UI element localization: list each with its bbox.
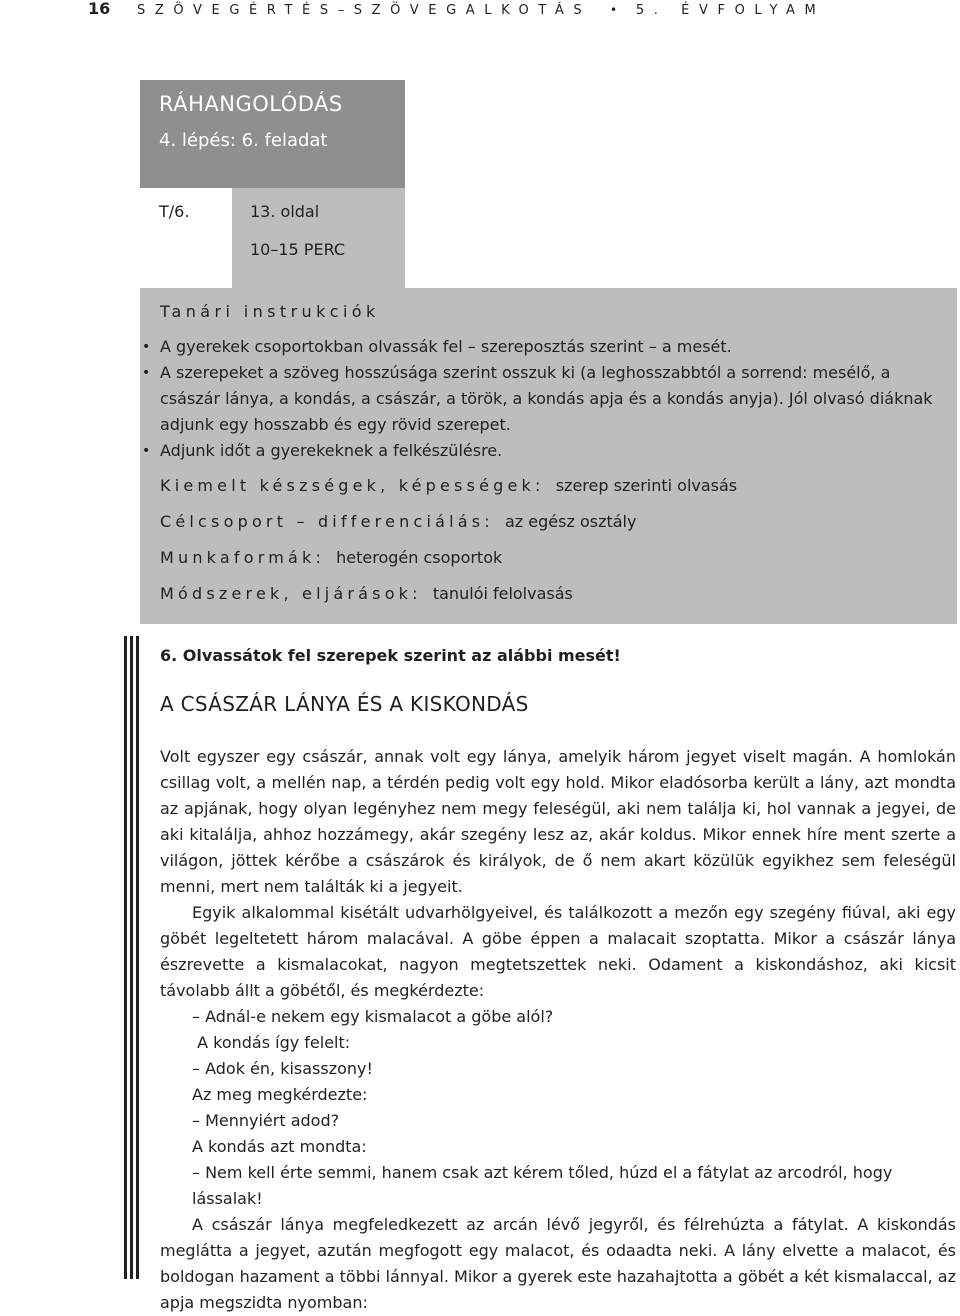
instructions-title: Tanári instrukciók [160,302,380,321]
work-form-value: heterogén csoportok [336,548,503,567]
method-row [160,584,573,603]
lesson-phase-title: RÁHANGOLÓDÁS [159,92,343,116]
lesson-code: T/6. [159,202,190,221]
lesson-page: 13. oldal [250,202,320,221]
header-bullet: • [609,3,618,17]
lesson-code-cell [140,188,232,288]
story-paragraph: Egyik alkalommal kisétált udvarhölgyeivel, és találkozott a mezőn egy szegény fiúval, aki egy göbét legeltetett három malacával. A göbe éppen a malacait szoptatta. Mikor a császár lánya észrevette a kismalacokat, nagyon megtetszettek neki. Odament a kiskondáshoz, aki kicsit távolabb állt a göbétől, és megkérdezte: [160,903,956,1000]
dialogue-line: – Nem kell érte semmi, hanem csak azt kérem tőled, húzd el a fátylat az arcodról, hogy lássalak! [192,1163,893,1208]
method-value: tanulói felolvasás [432,584,573,603]
skills-row [160,476,737,495]
bullet: • [142,339,151,355]
stripe [136,636,139,1279]
lesson-step: 4. lépés: 6. feladat [159,130,328,151]
method-label: Módszerek, eljárások: [160,584,422,603]
page-number: 16 [88,0,111,18]
story-title: A CSÁSZÁR LÁNYA ÉS A KISKONDÁS [160,692,529,716]
bullet: • [142,443,151,459]
dialogue-line: – Adnál-e nekem egy kismalacot a göbe alól? [192,1007,554,1026]
list-item: • A gyerekek csoportokban olvassák fel – szereposztás szerint – a mesét. [160,334,940,360]
dialogue-line: A kondás így felelt: [192,1033,351,1052]
work-form-label: Munkaformák: [160,548,326,567]
lesson-meta-row [140,188,405,288]
list-item: • A szerepeket a szöveg hosszúsága szerint osszuk ki (a leghosszabbtól a sorrend: mesélő, a császár lánya, a kondás, a császár, a török, a kondás apja és a kondás anyja). Jól olvasó diáknak adjunk egy hosszabb és egy rövid szerepet. [160,360,940,438]
lesson-page-time-cell [232,188,405,288]
list-item: • Adjunk időt a gyerekeknek a felkészülésre. [160,438,940,464]
bullet: • [142,365,151,381]
dialogue-line: – Adok én, kisasszony! [192,1059,373,1078]
task-number: 6. [160,646,178,665]
story-body [160,744,956,1316]
margin-stripes [124,636,144,1279]
lesson-phase-box [140,80,405,188]
dialogue-line: A kondás azt mondta: [192,1137,367,1156]
running-header [88,0,948,18]
story-paragraph: A császár lánya megfeledkezett az arcán lévő jegyről, és félrehúzta a fátylat. A kiskondás meglátta a jegyet, azután megfogott egy malacot, és odaadta neki. A lány elvette a malacot, és boldogan hazament a többi lánnyal. Mikor a gyerek este hazahajtotta a göbét a két kismalaccal, az apja megszidta nyomban: [160,1215,956,1312]
stripe [124,636,127,1279]
lesson-time: 10–15 PERC [250,240,346,259]
instructions-list [142,334,940,464]
story-paragraph: Volt egyszer egy császár, annak volt egy lánya, amelyik három jegyet viselt magán. A homlokán csillag volt, a mellén nap, a térdén pedig volt egy hold. Mikor eladósorba került a lány, azt mondta az apjának, hogy olyan legényhez nem megy feleségül, aki nem találja ki, hol vannak a jegyei, de aki kitalálja, ahhoz hozzámegy, akár szegény lesz az, akár koldus. Mikor ennek híre ment szerte a világon, jöttek kérőbe a császárok és királyok, de ő nem akart közülük egyikhez sem feleségül menni, mert nem találták ki a jegyeit. [160,747,956,896]
target-group-row [160,512,636,531]
task-text: Olvassátok fel szerepek szerint az alábbi mesét! [182,646,621,665]
stripe [130,636,133,1279]
dialogue-line: Az meg megkérdezte: [192,1085,368,1104]
dialogue-line: – Mennyiért adod? [192,1111,340,1130]
task-heading [160,646,621,665]
work-form-row [160,548,502,567]
grade-label: 5. ÉVFOLYAM [635,3,826,18]
series-title: SZÖVEGÉRTÉS–SZÖVEGALKOTÁS [137,3,592,18]
skills-label: Kiemelt készségek, képességek: [160,476,545,495]
skills-value: szerep szerinti olvasás [555,476,738,495]
target-group-value: az egész osztály [505,512,637,531]
teacher-instructions-box [140,288,957,624]
target-group-label: Célcsoport – differenciálás: [160,512,494,531]
